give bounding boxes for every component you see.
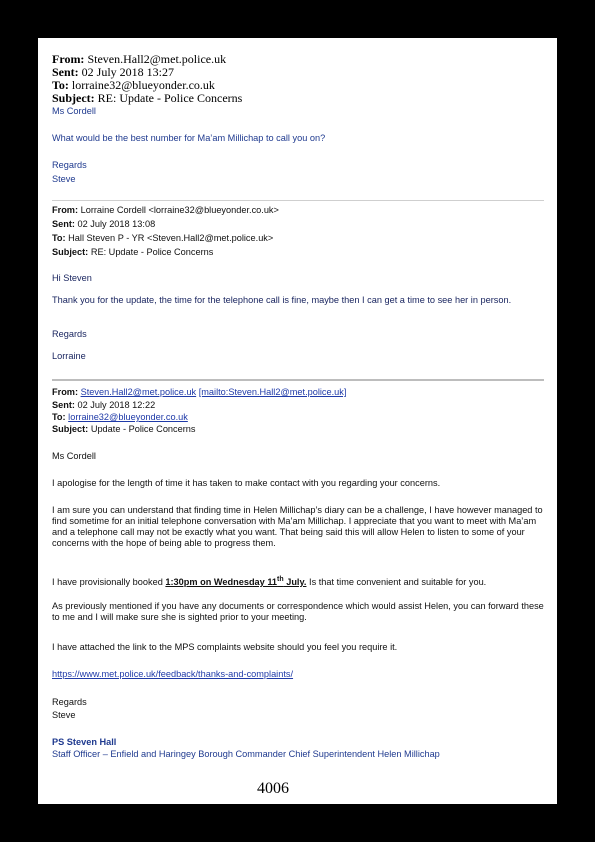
email3-paragraph-3 [52, 574, 486, 588]
email1-sign: Steve [52, 174, 76, 184]
email1-greeting: Ms Cordell [52, 106, 96, 116]
email1-subject: RE: Update - Police Concerns [97, 91, 243, 105]
email3-p3-time-text: 1:30pm on Wednesday 11 [165, 577, 278, 588]
email3-paragraph-1: I apologise for the length of time it has taken to make contact with you regarding your concerns. [52, 478, 441, 488]
email2-to: Hall Steven P - YR <Steven.Hall2@met.police.uk> [68, 233, 274, 243]
email2-sent-label: Sent: [52, 219, 75, 229]
email3-paragraph-2: I am sure you can understand that finding time in Helen Millichap’s diary can be a challenge, I have however managed to find sometime for an initial telephone conversation with Ma’am Millichap. I appreciate that you want to meet with Ma’am and a telephone call may not be exactly what you want. That being said this will allow Helen to listen to some of your concerns with the hope of being able to progress them. [52, 505, 543, 548]
email1-from: Steven.Hall2@met.police.uk [87, 52, 227, 66]
email2-to-line [52, 233, 273, 244]
email2-from: Lorraine Cordell <lorraine32@blueyonder.co.uk> [80, 205, 279, 215]
email2-to-label: To: [52, 233, 66, 243]
email3-p3-time [165, 577, 306, 587]
email3-from-line [52, 387, 346, 398]
email2-subject: RE: Update - Police Concerns [90, 247, 214, 257]
email3-subject-label: Subject: [52, 424, 89, 434]
email3-p3-sup: th [277, 576, 284, 583]
email3-subject: Update - Police Concerns [90, 424, 196, 434]
signature-title: Staff Officer – Enfield and Haringey Borough Commander Chief Superintendent Helen Millichap [52, 749, 440, 759]
email3-to-link[interactable]: lorraine32@blueyonder.co.uk [68, 412, 188, 422]
email2-sign: Lorraine [52, 351, 86, 361]
email2-from-label: From: [52, 205, 79, 215]
email2-from-line [52, 205, 279, 216]
email3-sent: 02 July 2018 12:22 [77, 400, 156, 410]
divider-1 [52, 200, 544, 201]
email2-sent: 02 July 2018 13:08 [77, 219, 156, 229]
email2-body: Thank you for the update, the time for the telephone call is fine, maybe then I can get a time to see her in person. [52, 295, 512, 305]
email3-p3-post: Is that time convenient and suitable for you. [306, 577, 487, 588]
email3-paragraph-4: As previously mentioned if you have any documents or correspondence which would assist Helen, you can forward these to me and I will make sure she is sighted prior to your meeting. [52, 601, 544, 622]
email1-from-label: From: [52, 52, 85, 66]
email2-subject-label: Subject: [52, 247, 89, 257]
page-number: 4006 [257, 780, 289, 797]
email3-sent-line [52, 400, 155, 411]
email3-p3-month: July. [283, 577, 307, 588]
complaints-link[interactable]: https://www.met.police.uk/feedback/thanks-and-complaints/ [52, 669, 294, 679]
email3-sent-label: Sent: [52, 400, 75, 410]
email3-regards: Regards [52, 697, 87, 707]
signature-name: PS Steven Hall [52, 737, 117, 747]
email3-from-label: From: [52, 387, 79, 397]
email2-subject-line [52, 247, 213, 258]
email3-subject-line [52, 424, 196, 435]
email2-regards: Regards [52, 329, 87, 339]
email3-to-label: To: [52, 412, 66, 422]
email2-sent-line [52, 219, 155, 230]
email3-greeting: Ms Cordell [52, 451, 96, 461]
email3-paragraph-5: I have attached the link to the MPS complaints website should you feel you require it. [52, 642, 398, 652]
email1-regards: Regards [52, 160, 87, 170]
email1-body: What would be the best number for Ma’am Millichap to call you on? [52, 133, 326, 143]
email3-sign: Steve [52, 710, 76, 720]
email1-to: lorraine32@blueyonder.co.uk [71, 78, 215, 92]
email3-to-line [52, 412, 188, 423]
email2-greeting: Hi Steven [52, 273, 92, 283]
email1-subject-line [52, 92, 242, 105]
document-page [38, 38, 557, 804]
email1-sent: 02 July 2018 13:27 [81, 65, 175, 79]
email3-from-link[interactable]: Steven.Hall2@met.police.uk [80, 387, 197, 397]
email1-subject-label: Subject: [52, 91, 95, 105]
email3-p3-pre: I have provisionally booked [52, 577, 166, 588]
email1-sent-label: Sent: [52, 65, 79, 79]
email1-to-label: To: [52, 78, 69, 92]
email3-mailto-link[interactable]: [mailto:Steven.Hall2@met.police.uk] [198, 387, 347, 397]
divider-2 [52, 379, 544, 381]
